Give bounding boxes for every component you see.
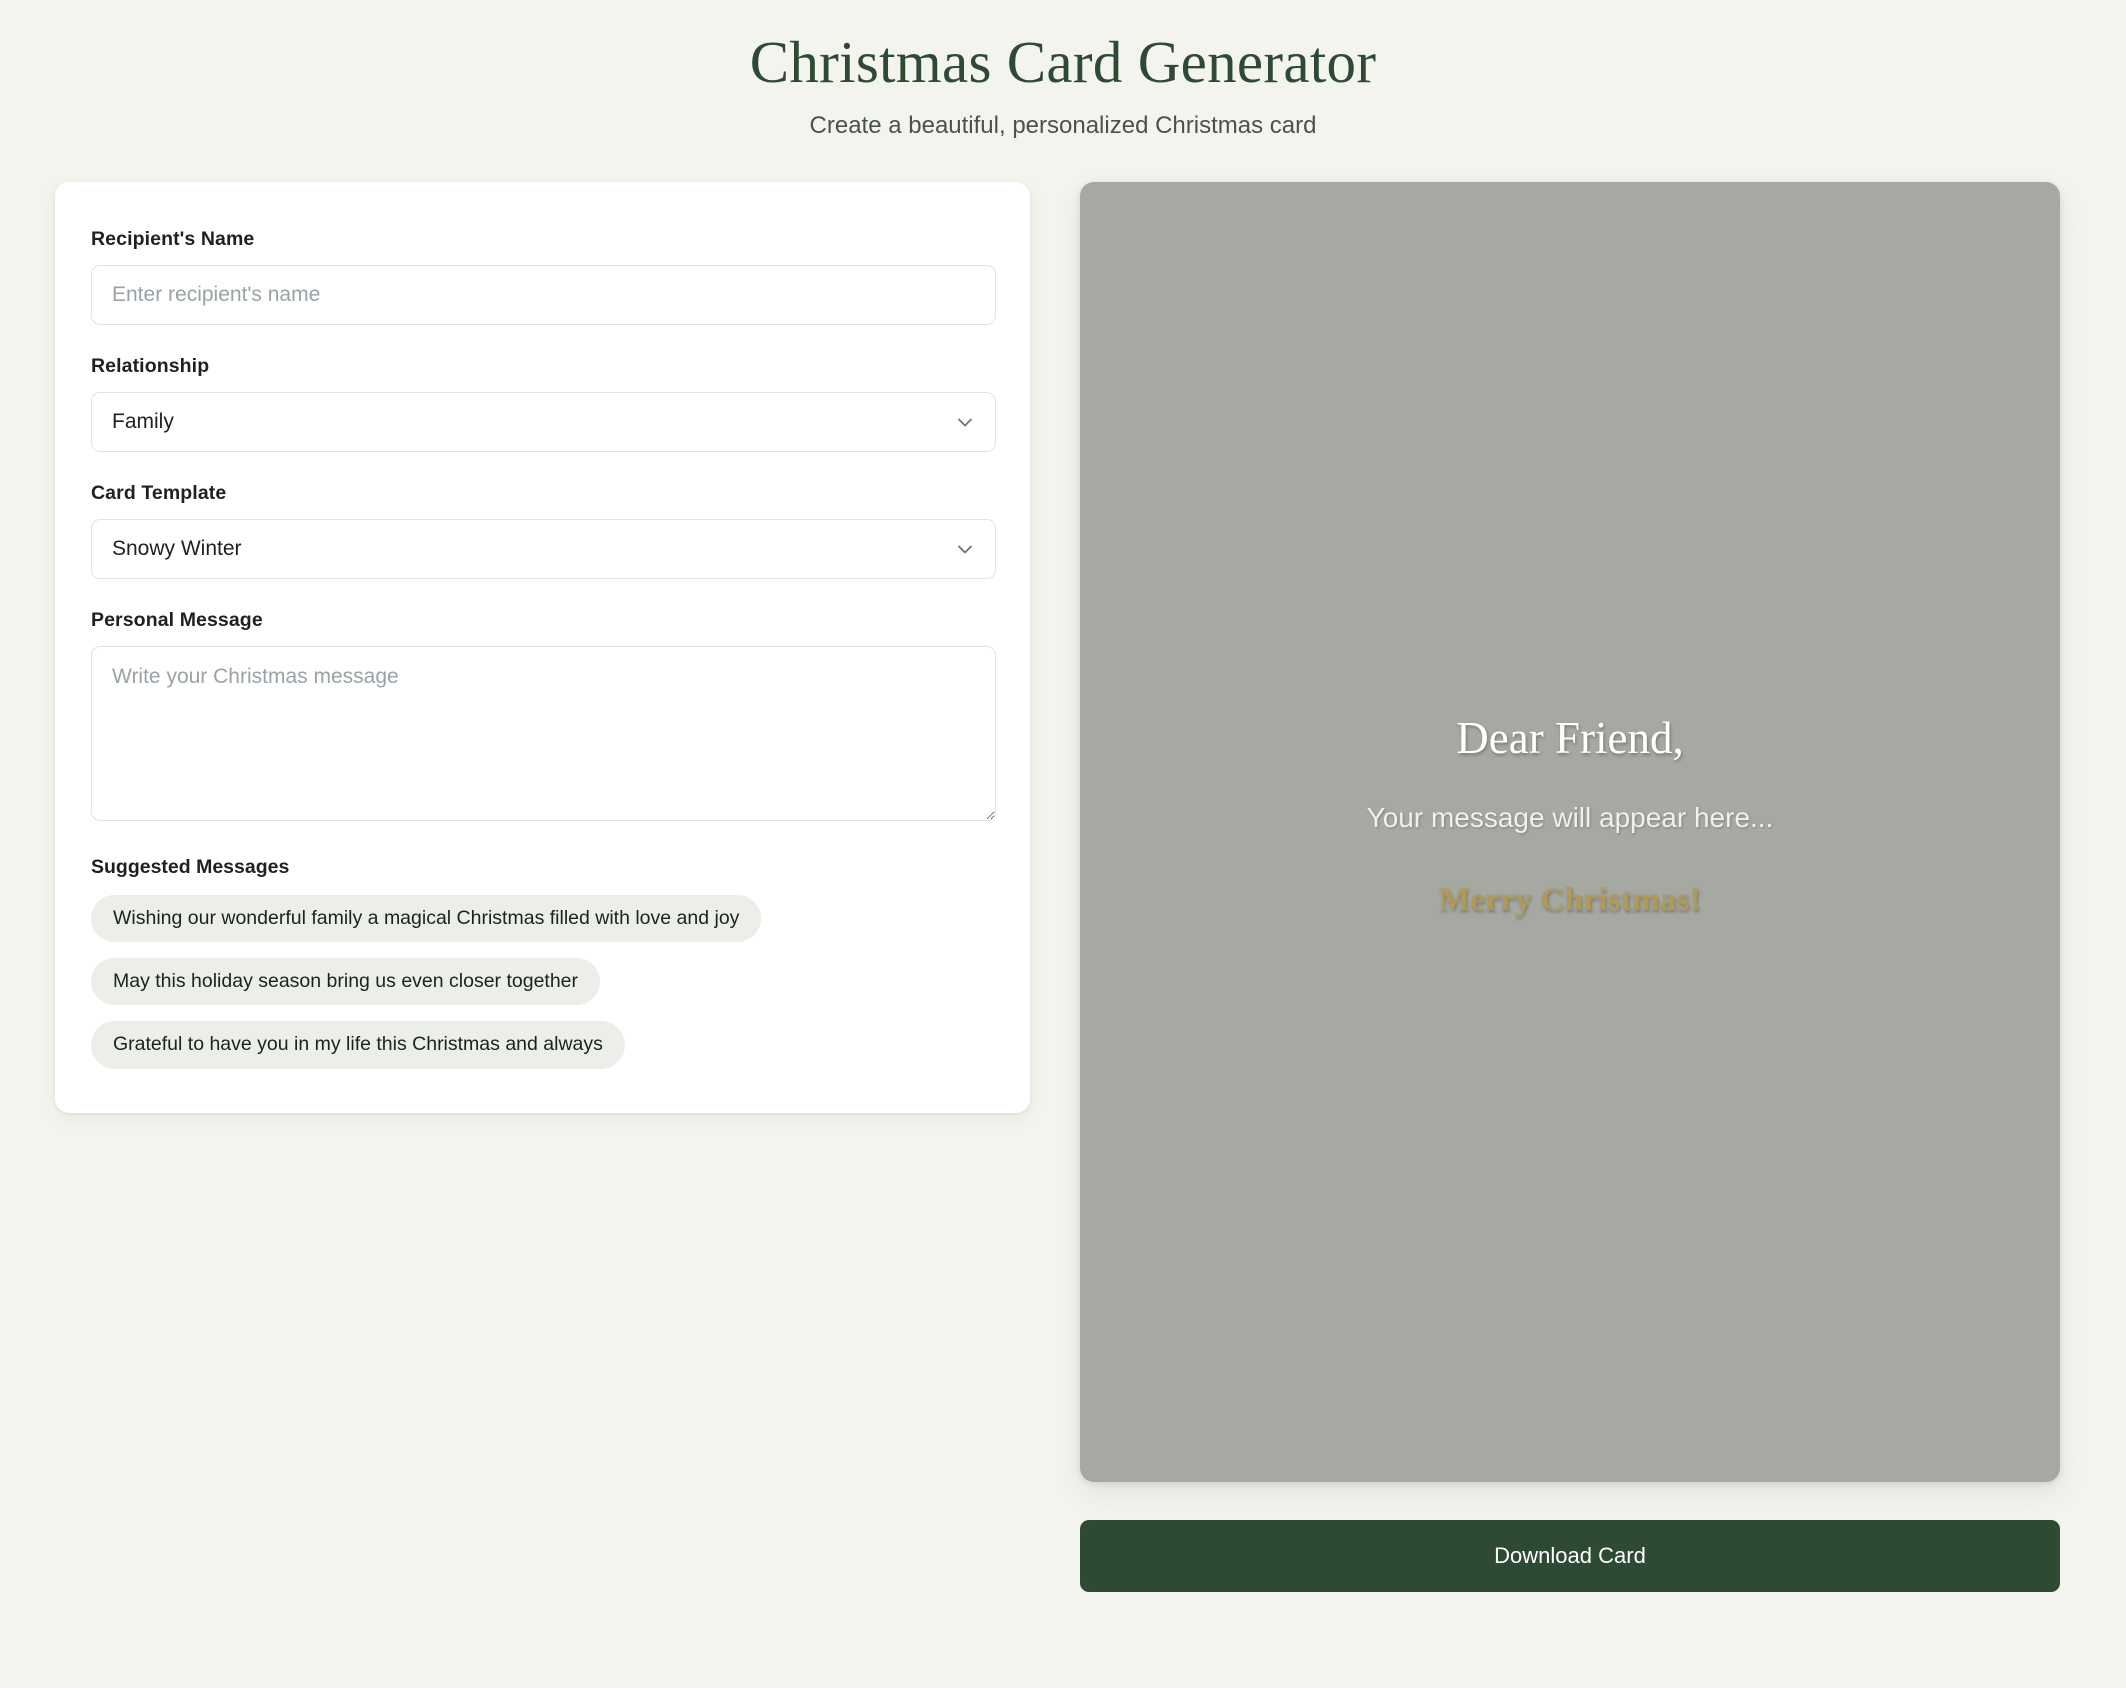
page-title: Christmas Card Generator [749,29,1377,95]
recipient-name-label: Recipient's Name [91,227,255,250]
page-subtitle: Create a beautiful, personalized Christmas card [809,111,1317,139]
suggested-messages-section [91,856,994,1069]
personal-message-input[interactable] [91,646,996,821]
field-recipient-name [91,228,994,325]
suggested-message-chip[interactable]: Wishing our wonderful family a magical Christmas filled with love and joy [91,895,761,942]
page-header [0,0,2126,140]
preview-column [1080,182,2060,1592]
card-preview-content [1080,712,2060,919]
relationship-label: Relationship [91,354,210,377]
suggested-message-row [91,895,994,958]
suggested-message-chip[interactable]: May this holiday season bring us even closer together [91,958,600,1005]
suggested-messages-label: Suggested Messages [91,855,290,878]
suggested-message-row [91,958,994,1021]
card-template-selected-value: Snowy Winter [112,536,242,560]
suggested-message-chip[interactable]: Grateful to have you in my life this Christmas and always [91,1021,625,1068]
card-template-select[interactable] [91,519,996,579]
relationship-selected-value: Family [112,409,174,433]
main-content [0,140,2126,1592]
recipient-name-input[interactable] [91,265,996,325]
form-column [55,182,1030,1113]
card-closing: Merry Christmas! [1438,881,1702,918]
card-form-panel [55,182,1030,1113]
field-relationship [91,355,994,452]
field-card-template [91,482,994,579]
download-card-button[interactable]: Download Card [1080,1520,2060,1592]
card-message: Your message will appear here... [1366,801,1774,833]
personal-message-label: Personal Message [91,608,263,631]
chevron-down-icon [955,412,975,432]
relationship-select[interactable] [91,392,996,452]
card-greeting: Dear Friend, [1456,712,1684,763]
chevron-down-icon [955,539,975,559]
card-preview [1080,182,2060,1482]
card-template-label: Card Template [91,481,227,504]
suggested-message-row [91,1021,994,1068]
field-personal-message [91,609,994,826]
